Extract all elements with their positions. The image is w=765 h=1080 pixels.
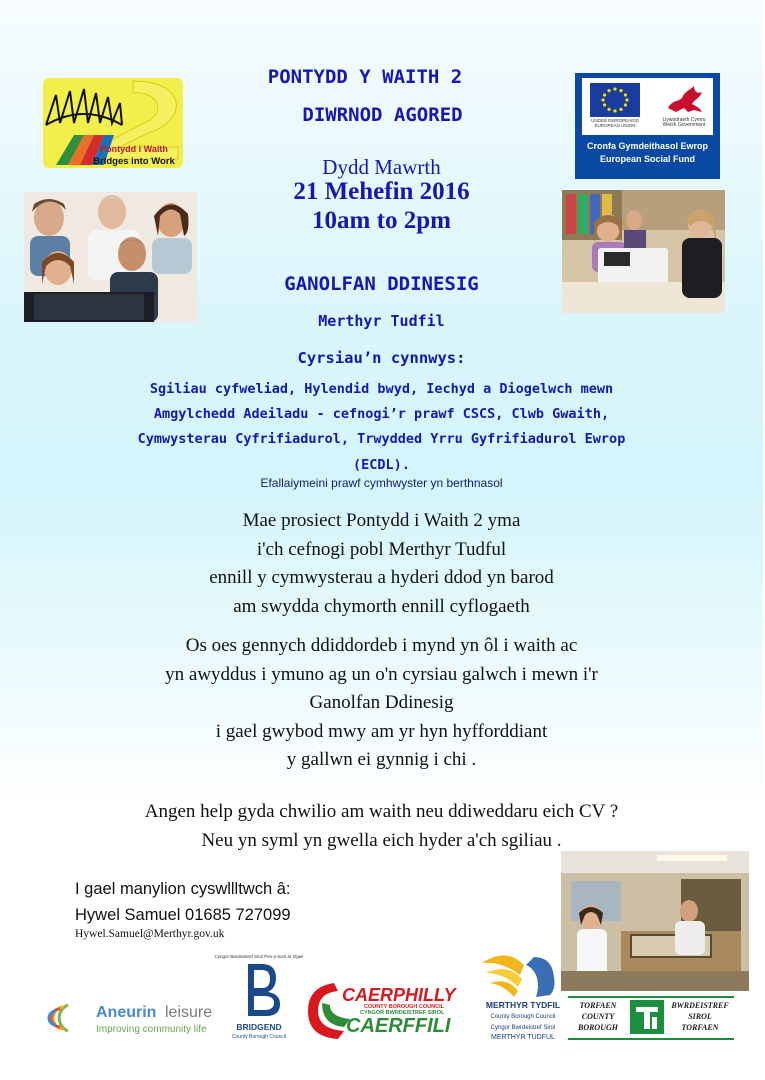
course-line: Amgylchedd Adeiladu - cefnogi’r prawf CSCS, Clwb Gwaith, xyxy=(153,406,610,423)
torfaen-logo xyxy=(568,995,734,1041)
logo-b2w-line1: Pontydd i Waith xyxy=(100,144,168,154)
courses-list xyxy=(0,377,763,478)
event-venue: GANOLFAN DDINESIG xyxy=(284,273,479,295)
bridgend-sub: County Borough Council xyxy=(231,1034,287,1040)
event-day: Dydd Mawrth xyxy=(322,155,441,179)
caerphilly-logo xyxy=(304,977,476,1043)
paragraph-line: ennill y cymwysterau a hyderi ddod yn barod xyxy=(209,567,554,588)
course-line: (ECDL). xyxy=(353,456,410,473)
eligibility-note: Efallaiymeini prawf cymhwyster yn berthnasol xyxy=(260,476,503,490)
paragraph-line: am swydda chymorth ennill cyflogaeth xyxy=(233,595,530,617)
photo-training-workshop xyxy=(561,851,749,991)
paragraph-line: Mae prosiect Pontydd i Waith 2 yma xyxy=(242,510,521,531)
title-line2: DIWRNOD AGORED xyxy=(302,104,463,126)
aneurin-leisure: leisure xyxy=(165,1004,213,1021)
caerphilly-mid1: COUNTY BOROUGH COUNCIL xyxy=(364,1004,444,1010)
eu-caption: UNDEB EWROPEAIDD EUROPEAN UNION xyxy=(591,118,639,128)
courses-heading: Cyrsiau’n cynnwys: xyxy=(297,349,466,367)
paragraph-help xyxy=(0,797,763,855)
event-date: 21 Mehefin 2016 xyxy=(293,178,470,205)
torfaen-en1: TORFAEN xyxy=(579,1001,617,1010)
merthyr-name: MERTHYR TYDFIL xyxy=(485,1000,561,1010)
eu-fund-english: European Social Fund xyxy=(599,154,695,164)
title-line1: PONTYDD Y WAITH 2 xyxy=(267,66,463,88)
welsh-gov-caption: Llywodraeth Cymru Welsh Government xyxy=(662,117,706,128)
caerphilly-bottom: CAERFFILI xyxy=(346,1015,451,1037)
torfaen-en2: COUNTY xyxy=(581,1012,615,1021)
merthyr-name-cy: MERTHYR TUDFUL xyxy=(491,1034,555,1041)
torfaen-cy2: SIROL xyxy=(688,1012,712,1021)
logo-b2w-line2: Bridges into Work xyxy=(93,156,175,167)
aneurin-name: Aneurin xyxy=(96,1004,157,1021)
paragraph-interest xyxy=(0,632,763,775)
course-line: Cymwysterau Cyfrifiadurol, Trwydded Yrru Gyfrifiadurol Ewrop xyxy=(137,431,626,448)
paragraph-line: i'ch cefnogi pobl Merthyr Tudful xyxy=(256,538,507,560)
merthyr-sub2: Cyngor Bwrdeistref Sirol xyxy=(490,1025,556,1031)
contact-email[interactable]: Hywel.Samuel@Merthyr.gov.uk xyxy=(75,928,225,940)
bridgend-arc-text: Cyngor Bwrdeistref Sirol Pen-y-bont ar Ogwr xyxy=(214,954,304,959)
paragraph-line: y gallwn ei gynnig i chi . xyxy=(286,749,477,770)
merthyr-sub1: County Borough Council xyxy=(490,1014,556,1020)
bridgend-name: BRIDGEND xyxy=(236,1022,282,1032)
bridgend-logo xyxy=(214,950,304,1042)
paragraph-line: Angen help gyda chwilio am waith neu ddiweddaru eich CV ? xyxy=(144,801,619,822)
aneurin-leisure-logo xyxy=(50,993,226,1043)
event-town: Merthyr Tudfil xyxy=(318,312,445,330)
caerphilly-mid2: CYNGOR BWRDEISTREF SIROL xyxy=(360,1010,445,1016)
aneurin-tagline: Improving community life xyxy=(96,1024,207,1035)
paragraph-line: i gael gwybod mwy am yr hyn hyfforddiant xyxy=(215,720,548,742)
caerphilly-top: CAERPHILLY xyxy=(342,985,456,1005)
paragraph-line: Os oes gennych ddiddordeb i mynd yn ôl i waith ac xyxy=(185,635,578,656)
photo-group-at-computer xyxy=(24,192,197,322)
eu-fund-welsh: Cronfa Gymdeithasol Ewrop xyxy=(586,141,709,151)
torfaen-cy3: TORFAEN xyxy=(681,1023,719,1032)
contact-heading: I gael manylion cyswllltwch â: xyxy=(75,880,291,898)
course-line: Sgiliau cyfweliad, Hylendid bwyd, Iechyd a Diogelwch mewn xyxy=(149,381,614,397)
contact-name-phone: Hywel Samuel 01685 727099 xyxy=(75,906,291,924)
paragraph-line: Neu yn syml yn gwella eich hyder a'ch sgiliau . xyxy=(201,830,562,851)
event-time: 10am to 2pm xyxy=(312,207,451,234)
torfaen-cy1: BWRDEISTREF xyxy=(671,1001,729,1010)
paragraph-project xyxy=(0,507,763,621)
paragraph-line: yn awyddus i ymuno ag un o'n cyrsiau galwch i mewn i'r xyxy=(165,663,598,685)
paragraph-line: Ganolfan Ddinesig xyxy=(309,692,454,713)
merthyr-tydfil-logo xyxy=(480,945,566,1045)
torfaen-en3: BOROUGH xyxy=(577,1023,619,1032)
